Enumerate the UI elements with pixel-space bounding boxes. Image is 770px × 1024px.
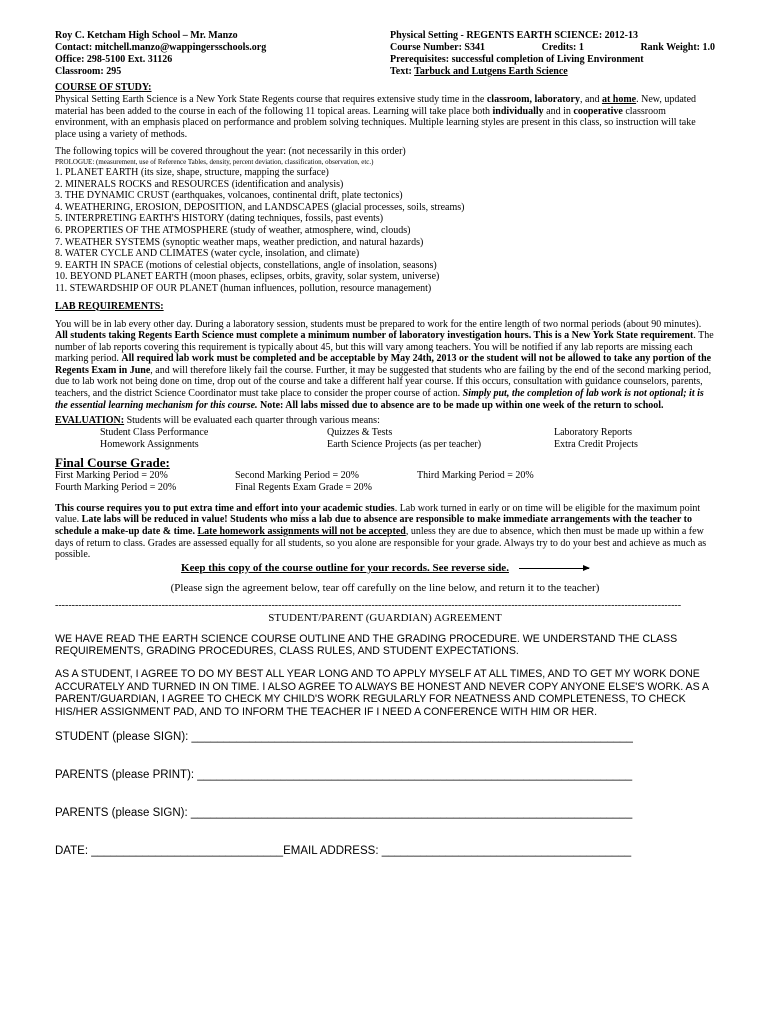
evaluation-list — [100, 427, 715, 451]
course-number: Course Number: S341 — [390, 42, 485, 53]
list-item: Homework Assignments — [100, 438, 199, 450]
list-item: Third Marking Period = 20% — [417, 469, 534, 481]
lab-requirements-title: LAB REQUIREMENTS: — [55, 300, 164, 312]
evaluation-intro: EVALUATION: Students will be evaluated each quarter through various means: — [55, 415, 380, 427]
list-item — [417, 482, 597, 494]
textbook-title: Tarbuck and Lutgens Earth Science — [414, 66, 568, 77]
teacher-info — [55, 30, 365, 78]
final-course-grade-title: Final Course Grade: — [55, 454, 170, 470]
lab-requirements-paragraph: You will be in lab every other day. During a laboratory session, students must be prepared to work for the entire length of two normal periods (about 90 minutes). All students taking Regents Earth Science must complete a minimum number of laboratory investigation hours. This is a New York State requirement. The number of lab reports covering this requirement is typically about 45, but this will vary among teachers. You will be notified if any lab reports are missing each marking period. All required lab work must be completed and be acceptable by May 24th, 2013 or the student will not be allowed to take any portion of the Regents Exam in June, and will therefore likely fail the course. Further, it may be suggested that students who are failing by the end of the second marking period, due to lab work not being done on time, drop out of the course and take a different half year course. If this occurs, consultation with guidance counselors, parents, teachers, and the district Science Coordinator must take place to consider the proper course of action. Simply put, the completion of lab work is not optional; it is the essential learning mechanism for this course. Note: All labs missed due to absence are to be made up within one week of the return to school. — [55, 318, 714, 411]
agreement-title: STUDENT/PARENT (GUARDIAN) AGREEMENT — [268, 611, 502, 624]
list-item: 11. STEWARDSHIP OF OUR PLANET (human influences, pollution, resource management) — [55, 282, 432, 294]
grade-breakdown — [55, 470, 715, 494]
topics-intro: The following topics will be covered throughout the year: (not necessarily in this order) — [55, 146, 406, 158]
agreement-paragraph-1: WE HAVE READ THE EARTH SCIENCE COURSE OUTLINE AND THE GRADING PROCEDURE. WE UNDERSTAND THE CLASS REQUIREMENTS, GRADING PROCEDURES, CLASS RULES, AND STUDENT EXPECTATIONS. — [55, 632, 678, 658]
parent-print-name-line[interactable]: PARENTS (please PRINT): ____________________________________________________________________ — [55, 769, 633, 782]
credits: Credits: 1 — [541, 42, 584, 53]
office-phone: Office: 298-5100 Ext. 31126 — [55, 54, 173, 65]
list-item: 6. PROPERTIES OF THE ATMOSPHERE (study of weather, atmosphere, wind, clouds) — [55, 224, 411, 236]
rank-weight: Rank Weight: 1.0 — [640, 42, 715, 53]
list-item: 4. WEATHERING, EROSION, DEPOSITION, and LANDSCAPES (glacial processes, soils, streams) — [55, 201, 465, 213]
course-number-row — [390, 42, 715, 54]
sign-instructions: (Please sign the agreement below, tear off carefully on the line below, and return it to the teacher) — [170, 581, 600, 594]
list-item: 10. BEYOND PLANET EARTH (moon phases, eclipses, orbits, gravity, solar system, universe) — [55, 271, 440, 283]
list-item: Fourth Marking Period = 20% — [55, 481, 177, 493]
prologue: PROLOGUE: (measurement, use of Reference Tables, density, percent deviation, classification, observation, etc.) — [55, 157, 374, 166]
list-item: 3. THE DYNAMIC CRUST (earthquakes, volcanoes, continental drift, plate tectonics) — [55, 190, 403, 202]
keep-copy-note — [55, 561, 715, 575]
topic-list — [55, 167, 715, 295]
list-item: 2. MINERALS ROCKS and RESOURCES (identification and analysis) — [55, 178, 344, 190]
contact-email: Contact: mitchell.manzo@wappingersschools.org — [55, 42, 267, 53]
course-info — [390, 30, 715, 78]
textbook — [390, 66, 715, 78]
list-item: 7. WEATHER SYSTEMS (synoptic weather maps, weather prediction, and natural hazards) — [55, 236, 424, 248]
textbook-label: Text: — [390, 66, 415, 77]
course-outline-page — [55, 30, 715, 858]
course-of-study-title: COURSE OF STUDY: — [55, 82, 152, 93]
right-arrow-icon — [519, 568, 589, 569]
tear-off-line: -------------------------------------------------------------------------------------------------------------------------------------------------------------------------------------------- — [55, 600, 682, 611]
classroom: Classroom: 295 — [55, 66, 122, 77]
requirements-paragraph: This course requires you to put extra time and effort into your academic studies. Lab work turned in early or on time will be eligible for the maximum point value. Late labs will be reduced in value! Students who miss a lab due to absence are responsible to make immediate arrangements with the teacher to schedule a make-up date & time. Late homework assignments will not be accepted, unless they are due to absence, which then must be made up within a few days of return to class. Grades are assessed equally for all students, so you alone are responsible for your grade. Always try to do your best and achieve as much as possible. — [55, 502, 707, 561]
parent-signature-line[interactable]: PARENTS (please SIGN): _____________________________________________________________________ — [55, 807, 633, 820]
list-item: 9. EARTH IN SPACE (motions of celestial objects, constellations, angle of insolation, seasons) — [55, 259, 437, 271]
document-header — [55, 30, 715, 78]
list-item: Earth Science Projects (as per teacher) — [327, 438, 482, 450]
course-of-study-paragraph: Physical Setting Earth Science is a New York State Regents course that requires extensive study time in the classroom, laboratory, and at home. New, updated material has been added to the course in each of the following 11 topical areas. Learning will take place both individually and in cooperative classroom environment, with an emphasis placed on performance and problem solving techniques. Multiple learning styles are present in this class, so instruction will take place using a variety of methods. — [55, 94, 697, 140]
list-item: Final Regents Exam Grade = 20% — [235, 481, 372, 493]
school-teacher-line: Roy C. Ketcham High School – Mr. Manzo — [55, 30, 238, 41]
course-title: Physical Setting - REGENTS EARTH SCIENCE: 2012-13 — [390, 30, 639, 41]
prerequisites: Prerequisites: successful completion of Living Environment — [390, 54, 644, 65]
list-item: Quizzes & Tests — [327, 426, 393, 438]
student-signature-line[interactable]: STUDENT (please SIGN): _____________________________________________________________________ — [55, 731, 633, 744]
list-item: Student Class Performance — [100, 426, 209, 438]
list-item: 1. PLANET EARTH (its size, shape, structure, mapping the surface) — [55, 166, 329, 178]
list-item: Second Marking Period = 20% — [235, 469, 359, 481]
date-email-line[interactable]: DATE: ______________________________EMAIL ADDRESS: _______________________________________ — [55, 845, 632, 858]
list-item: 5. INTERPRETING EARTH'S HISTORY (dating techniques, fossils, past events) — [55, 213, 384, 225]
list-item: Laboratory Reports — [554, 426, 633, 438]
keep-copy-text: Keep this copy of the course outline for your records. See reverse side. — [181, 561, 509, 574]
list-item: Extra Credit Projects — [554, 438, 638, 450]
list-item: 8. WATER CYCLE AND CLIMATES (water cycle, insolation, and climate) — [55, 248, 360, 260]
agreement-paragraph-2: AS A STUDENT, I AGREE TO DO MY BEST ALL YEAR LONG AND TO APPLY MYSELF AT ALL TIMES, AND TO GET MY WORK DONE ACCURATELY AND TURNED IN ON TIME. I ALSO AGREE TO ALWAYS BE HONEST AND NEVER COPY ANYONE ELSE'S WORK. AS A PARENT/GUARDIAN, I AGREE TO CHECK MY CHILD'S WORK REGULARLY FOR NEATNESS AND COMPLETENESS, TO CHECK HIS/HER ASSIGNMENT PAD, AND TO INFORM THE TEACHER IF I NEED A CONFERENCE WITH HIM OR HER. — [55, 668, 709, 718]
list-item: First Marking Period = 20% — [55, 469, 168, 481]
